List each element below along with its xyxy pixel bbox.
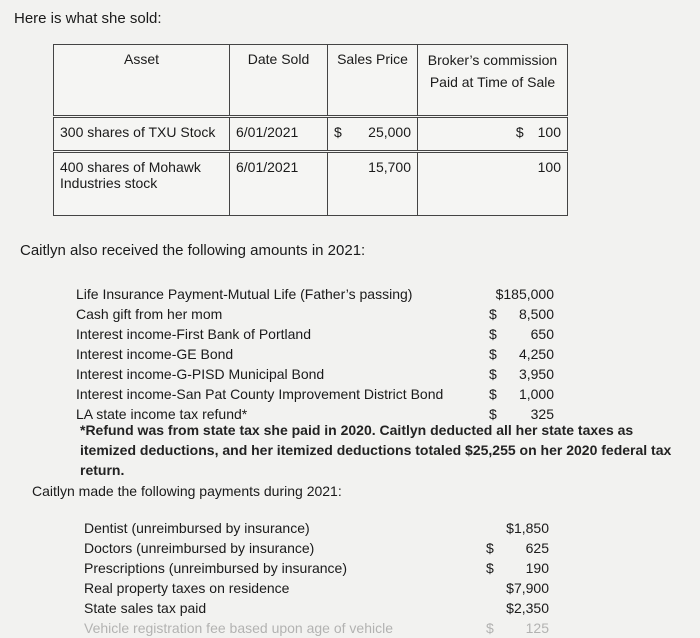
item-label: Cash gift from her mom xyxy=(76,306,223,322)
currency-symbol: $ xyxy=(489,386,497,402)
item-amount: 3,950 xyxy=(518,366,554,382)
currency-symbol: $ xyxy=(486,540,494,556)
item-label: Prescriptions (unreimbursed by insurance) xyxy=(84,560,347,576)
item-label: Interest income-G-PISD Municipal Bond xyxy=(76,366,325,382)
item-amount: 625 xyxy=(525,540,549,556)
cell-asset: 400 shares of Mohawk Industries stock xyxy=(54,152,230,216)
table-row xyxy=(54,117,568,152)
currency-symbol: $ xyxy=(489,326,497,342)
header-broker-commission xyxy=(418,45,568,117)
item-label: Doctors (unreimbursed by insurance) xyxy=(84,540,315,556)
item-amount: 125 xyxy=(525,620,549,636)
item-amount: $1,850 xyxy=(506,520,549,536)
cell-asset: 300 shares of TXU Stock xyxy=(54,117,230,152)
sales-table xyxy=(53,44,568,216)
header-asset: Asset xyxy=(54,45,230,117)
cell-price xyxy=(328,152,418,216)
income-list xyxy=(76,284,554,424)
list-item xyxy=(76,384,554,404)
list-item xyxy=(84,578,549,598)
item-label: Life Insurance Payment-Mutual Life (Father’s passing) xyxy=(76,286,413,302)
intro-text: Here is what she sold: xyxy=(14,10,162,27)
item-label: LA state income tax refund* xyxy=(76,406,248,422)
currency-symbol: $ xyxy=(486,620,494,636)
list-item xyxy=(84,558,549,578)
refund-footnote: *Refund was from state tax she paid in 2020. Caitlyn deducted all her state taxes as itemized deductions, and her itemized deductions totaled $25,255 on her 2020 federal tax return. xyxy=(80,422,672,478)
cell-broker xyxy=(418,117,568,152)
section-heading-received: Caitlyn also received the following amounts in 2021: xyxy=(20,242,366,259)
currency-symbol: $ xyxy=(515,124,524,140)
item-amount: $7,900 xyxy=(506,580,549,596)
payments-list xyxy=(84,518,549,638)
broker-value: 100 xyxy=(537,124,561,140)
item-label: Interest income-San Pat County Improvement District Bond xyxy=(76,386,444,402)
item-amount: 8,500 xyxy=(518,306,554,322)
item-label: Real property taxes on residence xyxy=(84,580,290,596)
cell-price xyxy=(328,117,418,152)
currency-symbol: $ xyxy=(334,124,342,140)
list-item xyxy=(84,618,549,638)
header-broker-line2: Paid at Time of Sale xyxy=(429,74,556,90)
cell-date: 6/01/2021 xyxy=(230,117,328,152)
item-label: Dentist (unreimbursed by insurance) xyxy=(84,520,310,536)
header-date-sold: Date Sold xyxy=(230,45,328,117)
item-amount: 4,250 xyxy=(518,346,554,362)
currency-symbol: $ xyxy=(489,366,497,382)
item-label: Vehicle registration fee based upon age of vehicle xyxy=(84,620,393,636)
list-item xyxy=(84,598,549,618)
list-item xyxy=(76,344,554,364)
item-amount: 1,000 xyxy=(518,386,554,402)
item-label: State sales tax paid xyxy=(84,600,207,616)
list-item xyxy=(84,518,549,538)
table-row xyxy=(54,152,568,216)
currency-symbol: $ xyxy=(489,306,497,322)
price-value: 25,000 xyxy=(368,124,411,140)
item-label: Interest income-GE Bond xyxy=(76,346,234,362)
list-item xyxy=(76,284,554,304)
header-broker-line1: Broker’s commission xyxy=(427,52,558,68)
item-amount: $2,350 xyxy=(506,600,549,616)
currency-symbol: $ xyxy=(486,560,494,576)
cell-broker xyxy=(418,152,568,216)
list-item xyxy=(76,324,554,344)
item-amount: 325 xyxy=(530,406,554,422)
item-amount: 190 xyxy=(525,560,549,576)
item-amount: 650 xyxy=(530,326,554,342)
list-item xyxy=(76,364,554,384)
cell-date: 6/01/2021 xyxy=(230,152,328,216)
table-header-row xyxy=(54,45,568,117)
currency-symbol: $ xyxy=(489,406,497,422)
item-label: Interest income-First Bank of Portland xyxy=(76,326,311,342)
list-item xyxy=(84,538,549,558)
section-heading-payments: Caitlyn made the following payments during 2021: xyxy=(32,483,342,499)
broker-value: 100 xyxy=(537,159,561,175)
currency-symbol: $ xyxy=(489,346,497,362)
item-amount: $185,000 xyxy=(495,286,554,302)
header-sales-price: Sales Price xyxy=(328,45,418,117)
list-item xyxy=(76,304,554,324)
price-value: 15,700 xyxy=(368,159,411,175)
